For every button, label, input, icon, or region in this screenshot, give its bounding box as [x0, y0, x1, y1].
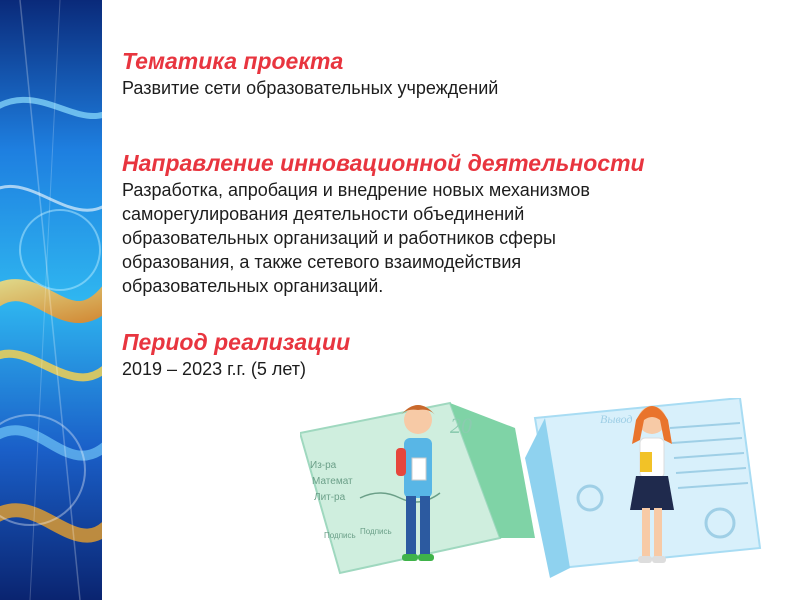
- topic-text: Развитие сети образовательных учреждений: [122, 78, 499, 98]
- sheet-title: 20: [450, 413, 472, 438]
- direction-heading: Направление инновационной деятельности: [122, 150, 645, 176]
- students-with-certificates-image: [300, 398, 770, 598]
- direction-text-line: Разработка, апробация и внедрение новых механизмов: [122, 180, 590, 200]
- direction-text-line: саморегулирования деятельности объединений: [122, 204, 525, 224]
- direction-text-line: образования, а также сетевого взаимодействия: [122, 252, 522, 272]
- direction-text-line: образовательных организаций.: [122, 276, 384, 296]
- slide-content: [122, 46, 762, 381]
- decorative-sidebar: [0, 0, 102, 600]
- sheet-line: Из-ра: [310, 460, 337, 471]
- topic-heading: Тематика проекта: [122, 48, 344, 74]
- sheet-line: Лит-ра: [314, 492, 346, 503]
- period-text: 2019 – 2023 г.г. (5 лет): [122, 359, 306, 379]
- abstract-swirl-graphic: [0, 0, 102, 600]
- sheet-line: Математ: [312, 476, 353, 487]
- sheet-signature: Подпись: [360, 527, 392, 536]
- sheet-signature: Подпись: [324, 531, 356, 540]
- period-heading: Период реализации: [122, 329, 351, 355]
- direction-text-line: образовательных организаций и работников сферы: [122, 228, 556, 248]
- sheet-caption: Вывод: [600, 412, 633, 426]
- students-illustration: [300, 398, 770, 598]
